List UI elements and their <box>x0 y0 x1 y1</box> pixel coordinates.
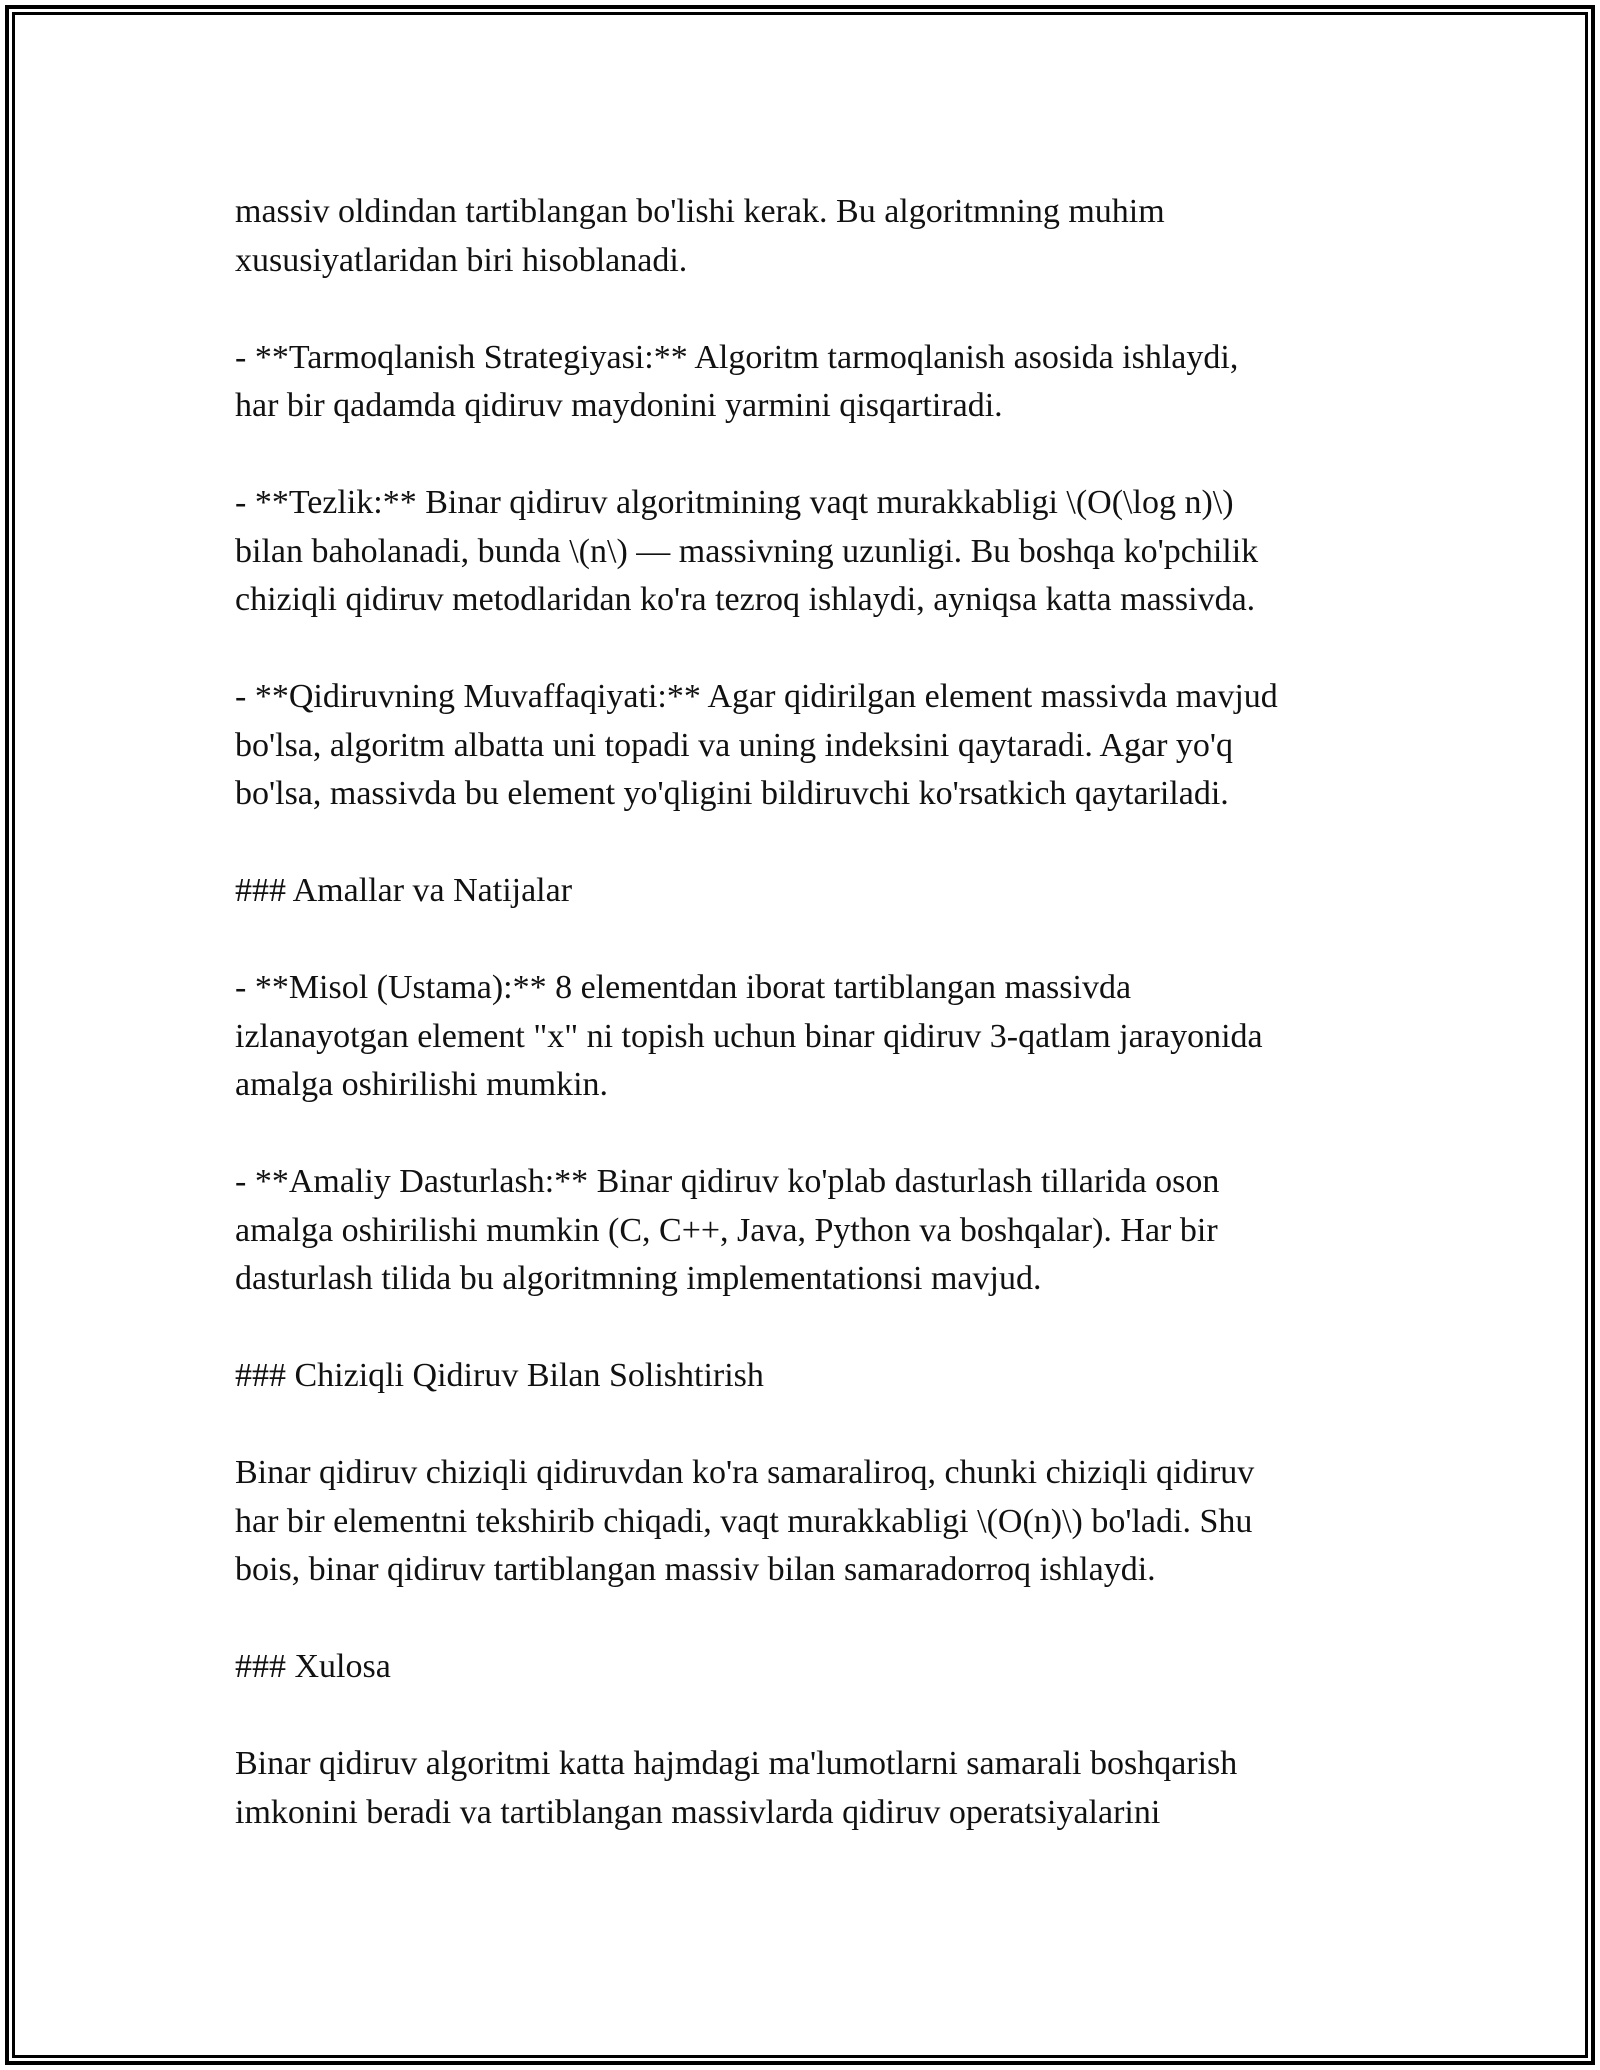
paragraph-linear-comparison: Binar qidiruv chiziqli qidiruvdan ko'ra samaraliroq, chunki chiziqli qidiruv har bir elementni tekshirib chiqadi, vaqt murakkabligi \(O(n)\) bo'ladi. Shu bois, binar qidiruv tartiblangan massiv bilan samaradorroq ishlaydi. <box>235 1454 1255 1588</box>
paragraph-speed: - **Tezlik:** Binar qidiruv algoritmining vaqt murakkabligi \(O(\log n)\) bilan baholanadi, bunda \(n\) — massivning uzunligi. Bu boshqa ko'pchilik chiziqli qidiruv metodlaridan ko'ra tezroq ishlaydi, ayniqsa katta massivda. <box>235 484 1259 618</box>
heading-linear-comparison: ### Chiziqli Qidiruv Bilan Solishtirish <box>235 1357 764 1394</box>
paragraph-practical-programming: - **Amaliy Dasturlash:** Binar qidiruv ko'plab dasturlash tillarida oson amalga oshirilishi mumkin (C, C++, Java, Python va boshqalar). Har bir dasturlash tilida bu algoritmning implementationsi mavjud. <box>235 1163 1220 1297</box>
paragraph-example: - **Misol (Ustama):** 8 elementdan iborat tartiblangan massivda izlanayotgan element "x" ni topish uchun binar qidiruv 3-qatlam jarayonida amalga oshirilishi mumkin. <box>235 969 1263 1103</box>
paragraph-sorted-requirement: massiv oldindan tartiblangan bo'lishi kerak. Bu algoritmning muhim xususiyatlaridan biri hisoblanadi. <box>235 193 1165 279</box>
heading-operations-results: ### Amallar va Natijalar <box>235 872 573 909</box>
heading-conclusion: ### Xulosa <box>235 1648 391 1685</box>
document-body <box>235 188 1395 1837</box>
paragraph-search-success: - **Qidiruvning Muvaffaqiyati:** Agar qidirilgan element massivda mavjud bo'lsa, algoritm albatta uni topadi va uning indeksini qaytaradi. Agar yo'q bo'lsa, massivda bu element yo'qligini bildiruvchi ko'rsatkich qaytariladi. <box>235 678 1278 812</box>
paragraph-branching-strategy: - **Tarmoqlanish Strategiyasi:** Algoritm tarmoqlanish asosida ishlaydi, har bir qadamda qidiruv maydonini yarmini qisqartiradi. <box>235 338 1239 424</box>
paragraph-conclusion: Binar qidiruv algoritmi katta hajmdagi ma'lumotlarni samarali boshqarish imkonini beradi va tartiblangan massivlarda qidiruv operatsiyalarini <box>235 1745 1238 1831</box>
